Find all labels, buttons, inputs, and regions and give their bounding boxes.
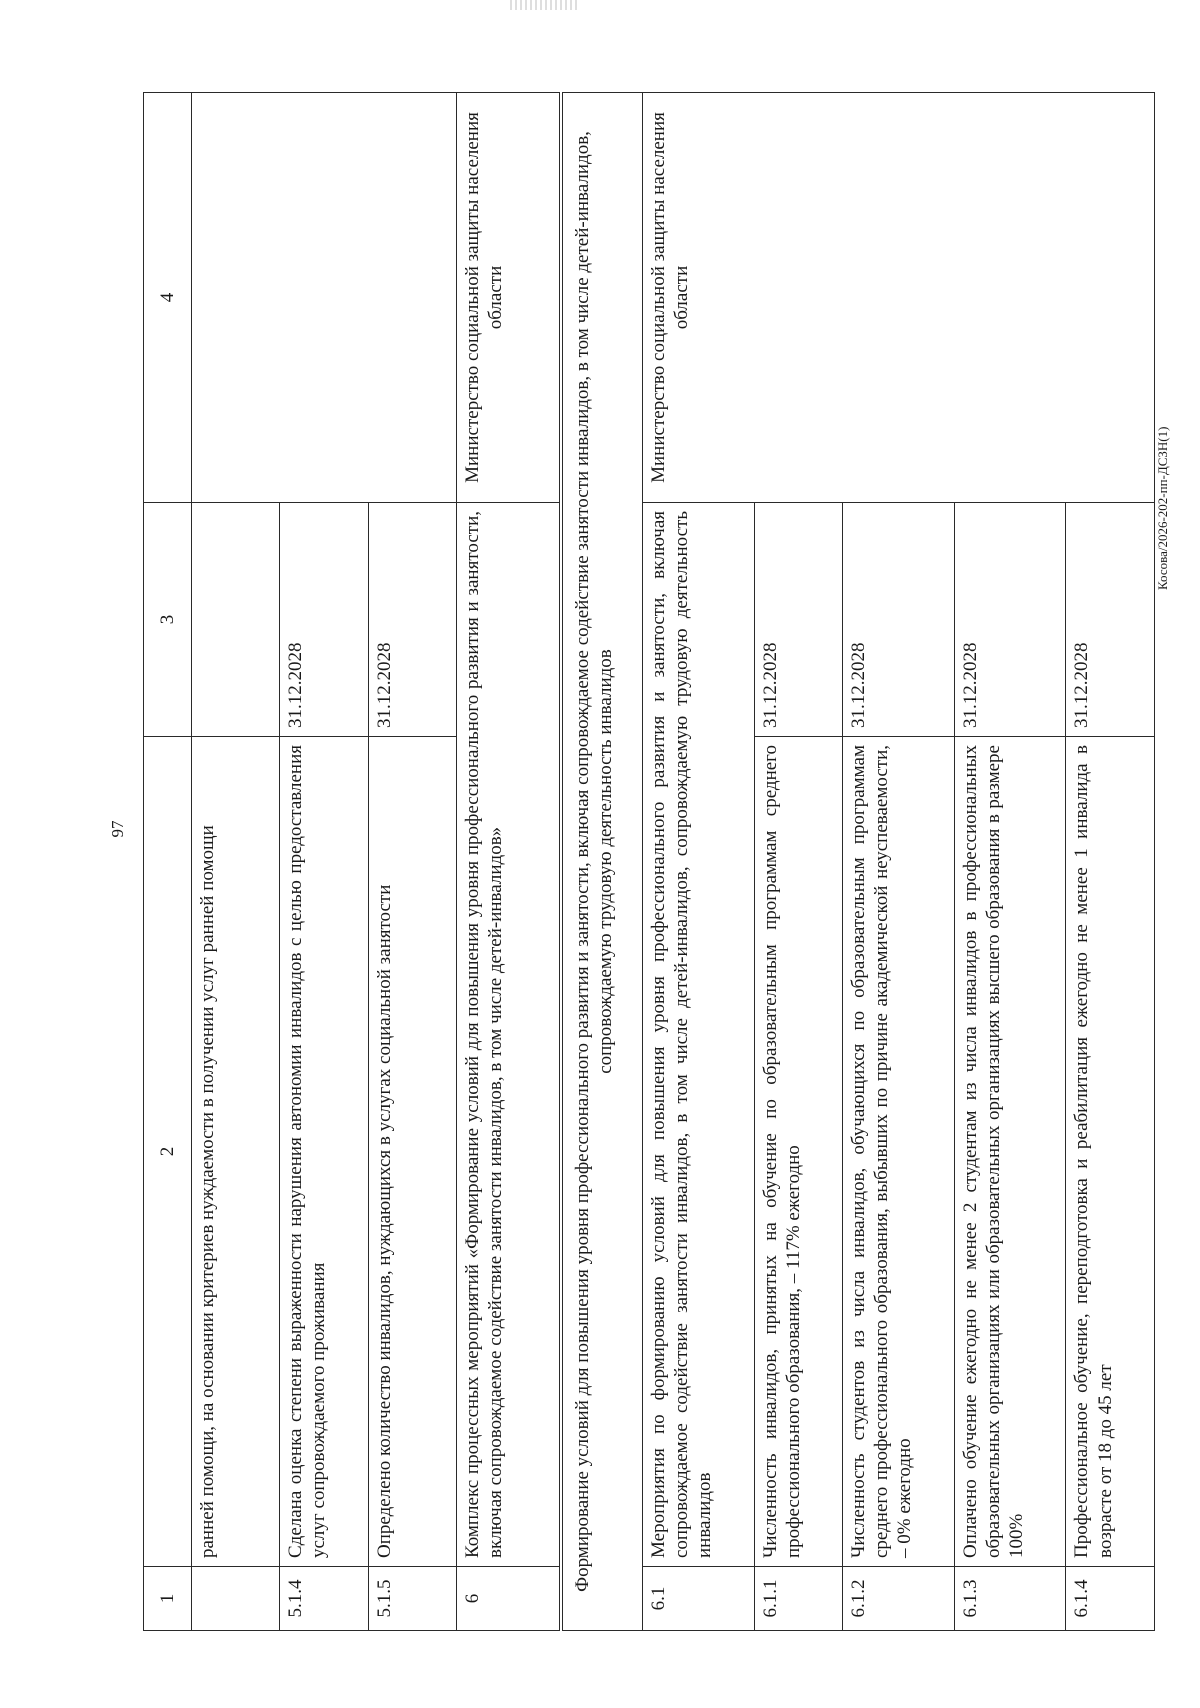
row-date xyxy=(191,503,279,737)
table-row xyxy=(456,93,561,1631)
row-date: 31.12.2028 xyxy=(1066,503,1155,737)
row-number: 6 xyxy=(456,1567,561,1631)
header-col-3: 3 xyxy=(144,503,192,737)
rotated-table-inner xyxy=(143,93,1155,1631)
row-date: 31.12.2028 xyxy=(754,503,842,737)
row-text: Профессиональное обучение, переподготовка и реабилитация ежегодно не менее 1 инвалида в возрасте от 18 до 45 лет xyxy=(1066,737,1155,1567)
row-text: Сделана оценка степени выраженности нарушения автономии инвалидов с целью предоставления услуг сопровождаемого проживания xyxy=(280,737,368,1567)
row-number: 6.1.4 xyxy=(1066,1567,1155,1631)
scan-artifact xyxy=(510,0,580,10)
rotated-table-area xyxy=(143,93,1155,1631)
row-date: 31.12.2028 xyxy=(368,503,456,737)
footer-code-text: Косова/2026-202-пп-ДСЗН(1) xyxy=(1155,426,1170,590)
row-text: Мероприятия по формированию условий для повышения уровня профессионального развития и занятости, включая сопровождаемое содействие занятости инвалидов, в том числе детей-инвалидов, сопровождаемую трудовую деятельность инвалидов xyxy=(643,503,755,1567)
row-date: 31.12.2028 xyxy=(280,503,368,737)
section-heading-row xyxy=(561,93,642,1631)
header-col-1: 1 xyxy=(144,1567,192,1631)
row-number: 6.1 xyxy=(643,1567,755,1631)
table-row xyxy=(191,93,279,1631)
row-number: 6.1.3 xyxy=(954,1567,1066,1631)
row-number: 6.1.1 xyxy=(754,1567,842,1631)
row-text: Численность студентов из числа инвалидов, обучающихся по образовательным программам среднего профессионального образования, выбывших по причине академической неуспеваемости, – 0% ежегодно xyxy=(843,737,955,1567)
row-responsible: Министерство социальной защиты населения области xyxy=(643,93,1155,503)
row-text: Определено количество инвалидов, нуждающихся в услугах социальной занятости xyxy=(368,737,456,1567)
row-responsible xyxy=(191,93,456,503)
row-date: 31.12.2028 xyxy=(954,503,1066,737)
row-number: 5.1.5 xyxy=(368,1567,456,1631)
footer-code xyxy=(1152,330,1174,590)
table-row xyxy=(643,93,755,1631)
page-number: 97 xyxy=(108,820,127,838)
row-date: 31.12.2028 xyxy=(843,503,955,737)
row-number xyxy=(191,1567,279,1631)
row-text: ранней помощи, на основании критериев нуждаемости в получении услуг ранней помощи xyxy=(191,737,279,1567)
row-text: Комплекс процессных мероприятий «Формирование условий для повышения уровня профессионального развития и занятости, включая сопровождаемое содействие занятости инвалидов, в том числе детей-инвалидов» xyxy=(456,503,561,1567)
row-text: Численность инвалидов, принятых на обучение по образовательным программам среднего профессионального образования, – 117% ежегодно xyxy=(754,737,842,1567)
row-number: 6.1.2 xyxy=(843,1567,955,1631)
header-col-2: 2 xyxy=(144,737,192,1567)
table-header-row xyxy=(144,93,192,1631)
header-col-4: 4 xyxy=(144,93,192,503)
row-text: Оплачено обучение ежегодно не менее 2 студентам из числа инвалидов в профессиональных образовательных организациях или образовательных организациях высшего образования в размере 100% xyxy=(954,737,1066,1567)
row-number: 5.1.4 xyxy=(280,1567,368,1631)
section-heading: Формирование условий для повышения уровня профессионального развития и занятости, включая сопровождаемое содействие занятости инвалидов, в том числе детей-инвалидов, сопровождаемую трудовую деятельность инвалидов xyxy=(561,93,642,1631)
row-responsible: Министерство социальной защиты населения области xyxy=(456,93,561,503)
measures-table xyxy=(143,92,1155,1631)
